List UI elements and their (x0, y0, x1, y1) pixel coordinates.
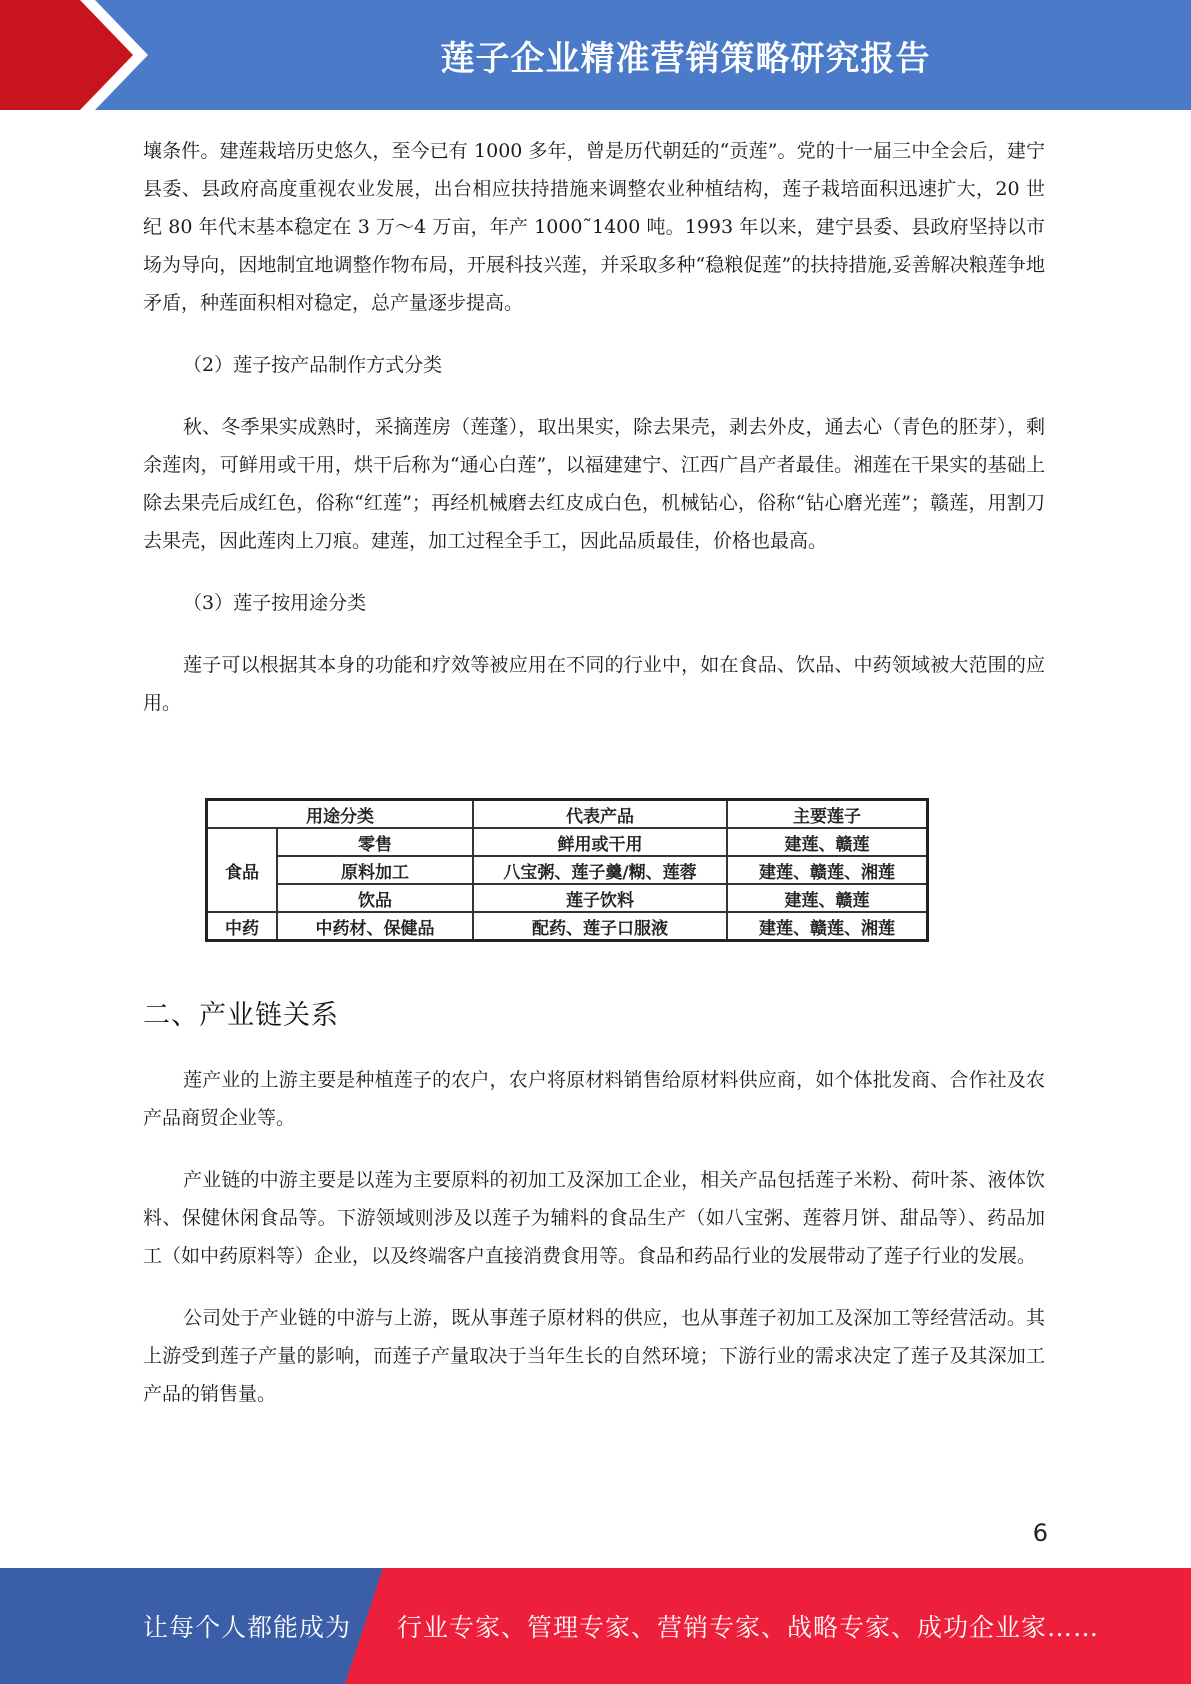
subheading-usage: （3）莲子按用途分类 (183, 592, 367, 614)
table-row (207, 828, 928, 856)
usage-table (205, 798, 929, 942)
table-cell-category: 食品 (207, 828, 278, 912)
table-cell-product: 鲜用或干用 (473, 828, 727, 856)
table-cell-product: 莲子饮料 (473, 884, 727, 912)
footer-slogan-right: 行业专家、管理专家、营销专家、战略专家、成功企业家…… (397, 1613, 1100, 1642)
table-cell-sub: 饮品 (277, 884, 473, 912)
paragraph-midstream: 产业链的中游主要是以莲为主要原料的初加工及深加工企业，相关产品包括莲子米粉、荷叶茶、液体饮料、保健休闲食品等。下游领域则涉及以莲子为辅料的食品生产（如八宝粥、莲蓉月饼、甜品等）、药品加工（如中药原料等）企业，以及终端客户直接消费食用等。食品和药品行业的发展带动了莲子行业的发展。 (143, 1169, 1045, 1267)
paragraph-history: 壤条件。建莲栽培历史悠久，至今已有 1000 多年，曾是历代朝廷的“贡莲”。党的十一届三中全会后，建宁县委、县政府高度重视农业发展，出台相应扶持措施来调整农业种植结构，莲子栽培面积迅速扩大，20 世纪 80 年代末基本稳定在 3 万～4 万亩，年产 1000˜1400 吨。1993 年以来，建宁县委、县政府坚持以市场为导向，因地制宜地调整作物布局，开展科技兴莲，并采取多种“稳粮促莲”的扶持措施,妥善解决粮莲争地矛盾，种莲面积相对稳定，总产量逐步提高。 (143, 140, 1045, 314)
table-cell-product: 配药、莲子口服液 (473, 912, 727, 941)
table-row (207, 912, 928, 941)
table-cell-lotus: 建莲、赣莲、湘莲 (727, 856, 928, 884)
table-row (207, 884, 928, 912)
table-cell-lotus: 建莲、赣莲 (727, 884, 928, 912)
body-bottom (143, 1061, 1045, 1413)
table-header-product: 代表产品 (473, 800, 727, 829)
table-cell-sub: 原料加工 (277, 856, 473, 884)
table-cell-sub: 零售 (277, 828, 473, 856)
paragraph-upstream: 莲产业的上游主要是种植莲子的农户，农户将原材料销售给原材料供应商，如个体批发商、合作社及农产品商贸企业等。 (143, 1069, 1045, 1129)
table-cell-product: 八宝粥、莲子羹/糊、莲蓉 (473, 856, 727, 884)
footer-slogan-left: 让每个人都能成为 (143, 1613, 352, 1642)
table-cell-sub: 中药材、保健品 (277, 912, 473, 941)
table-cell-lotus: 建莲、赣莲 (727, 828, 928, 856)
table-header-category: 用途分类 (207, 800, 474, 829)
section-heading: 二、产业链关系 (143, 1000, 339, 1031)
page-header (0, 0, 1191, 110)
page-footer (0, 1568, 1191, 1684)
report-title: 莲子企业精准营销策略研究报告 (440, 38, 931, 79)
table-header-row (207, 800, 928, 829)
usage-table-wrapper (205, 798, 929, 942)
subheading-production-method: （2）莲子按产品制作方式分类 (183, 354, 443, 376)
table-header-lotus: 主要莲子 (727, 800, 928, 829)
table-cell-category: 中药 (207, 912, 278, 941)
table-row (207, 856, 928, 884)
page-number: 6 (1032, 1519, 1048, 1547)
paragraph-production: 秋、冬季果实成熟时，采摘莲房（莲蓬），取出果实，除去果壳，剥去外皮，通去心（青色的胚芽），剩余莲肉，可鲜用或干用，烘干后称为“通心白莲”，以福建建宁、江西广昌产者最佳。湘莲在干果实的基础上除去果壳后成红色，俗称“红莲”；再经机械磨去红皮成白色，机械钻心，俗称“钻心磨光莲”；赣莲，用割刀去果壳，因此莲肉上刀痕。建莲，加工过程全手工，因此品质最佳，价格也最高。 (143, 416, 1045, 552)
table-cell-lotus: 建莲、赣莲、湘莲 (727, 912, 928, 941)
paragraph-company: 公司处于产业链的中游与上游，既从事莲子原材料的供应，也从事莲子初加工及深加工等经营活动。其上游受到莲子产量的影响，而莲子产量取决于当年生长的自然环境；下游行业的需求决定了莲子及其深加工产品的销售量。 (143, 1307, 1045, 1405)
body-top (143, 132, 1045, 722)
paragraph-usage: 莲子可以根据其本身的功能和疗效等被应用在不同的行业中，如在食品、饮品、中药领域被大范围的应用。 (143, 654, 1045, 714)
